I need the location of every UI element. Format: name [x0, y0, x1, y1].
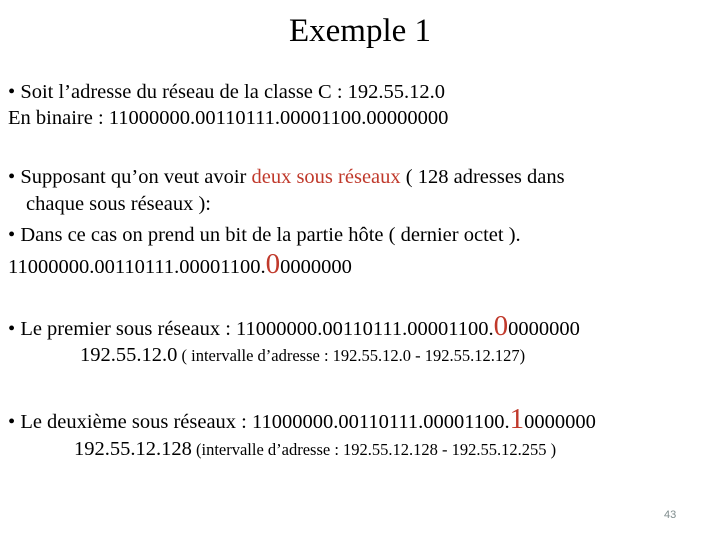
highlighted-bit: 1: [509, 403, 525, 435]
binary-split-line: [8, 250, 352, 279]
second-subnet-range: [74, 439, 556, 460]
highlighted-bit: 0: [493, 310, 509, 342]
second-subnet-address: 192.55.12.128: [74, 438, 192, 460]
page-number: 43: [664, 509, 677, 521]
first-subnet-range: [80, 345, 525, 366]
second-subnet-text: Le deuxième sous réseaux : 11000000.00110111.00001100.: [20, 411, 510, 433]
page-title: Exemple 1: [288, 13, 432, 49]
binary-line: En binaire : 11000000.00110111.00001100.00000000: [8, 107, 449, 129]
first-subnet-text: Le premier sous réseaux : 11000000.00110111.00001100.: [20, 318, 494, 340]
binary-suffix: 0000000: [508, 318, 580, 340]
second-subnet-interval: (intervalle d’adresse : 192.55.12.128 - 192.55.12.255 ): [191, 440, 557, 459]
supposition-text: Supposant qu’on veut avoir: [20, 166, 252, 188]
bullet: •: [8, 224, 16, 246]
host-bit-text: Dans ce cas on prend un bit de la partie hôte ( dernier octet ).: [20, 224, 521, 246]
supposition-text-end: ( 128 adresses dans: [400, 166, 565, 188]
bullet: •: [8, 81, 16, 103]
address-line: [8, 82, 445, 103]
address-text: Soit l’adresse du réseau de la classe C : 192.55.12.0: [20, 81, 446, 103]
binary-suffix: 0000000: [280, 256, 352, 278]
host-bit-line: [8, 225, 521, 246]
first-subnet-address: 192.55.12.0: [80, 344, 178, 366]
binary-suffix: 0000000: [524, 411, 596, 433]
bullet: •: [8, 318, 16, 340]
supposition-continuation: chaque sous réseaux ):: [26, 193, 212, 215]
first-subnet-line: [8, 312, 580, 341]
bullet: •: [8, 166, 16, 188]
binary-prefix: 11000000.00110111.00001100.: [8, 256, 266, 278]
bullet: •: [8, 411, 16, 433]
first-subnet-interval: ( intervalle d’adresse : 192.55.12.0 - 192.55.12.127): [177, 346, 526, 365]
supposition-line: [8, 167, 565, 188]
highlight-deux-sous-reseaux: deux sous réseaux: [251, 166, 401, 188]
highlighted-bit: 0: [265, 248, 281, 280]
second-subnet-line: [8, 405, 596, 434]
